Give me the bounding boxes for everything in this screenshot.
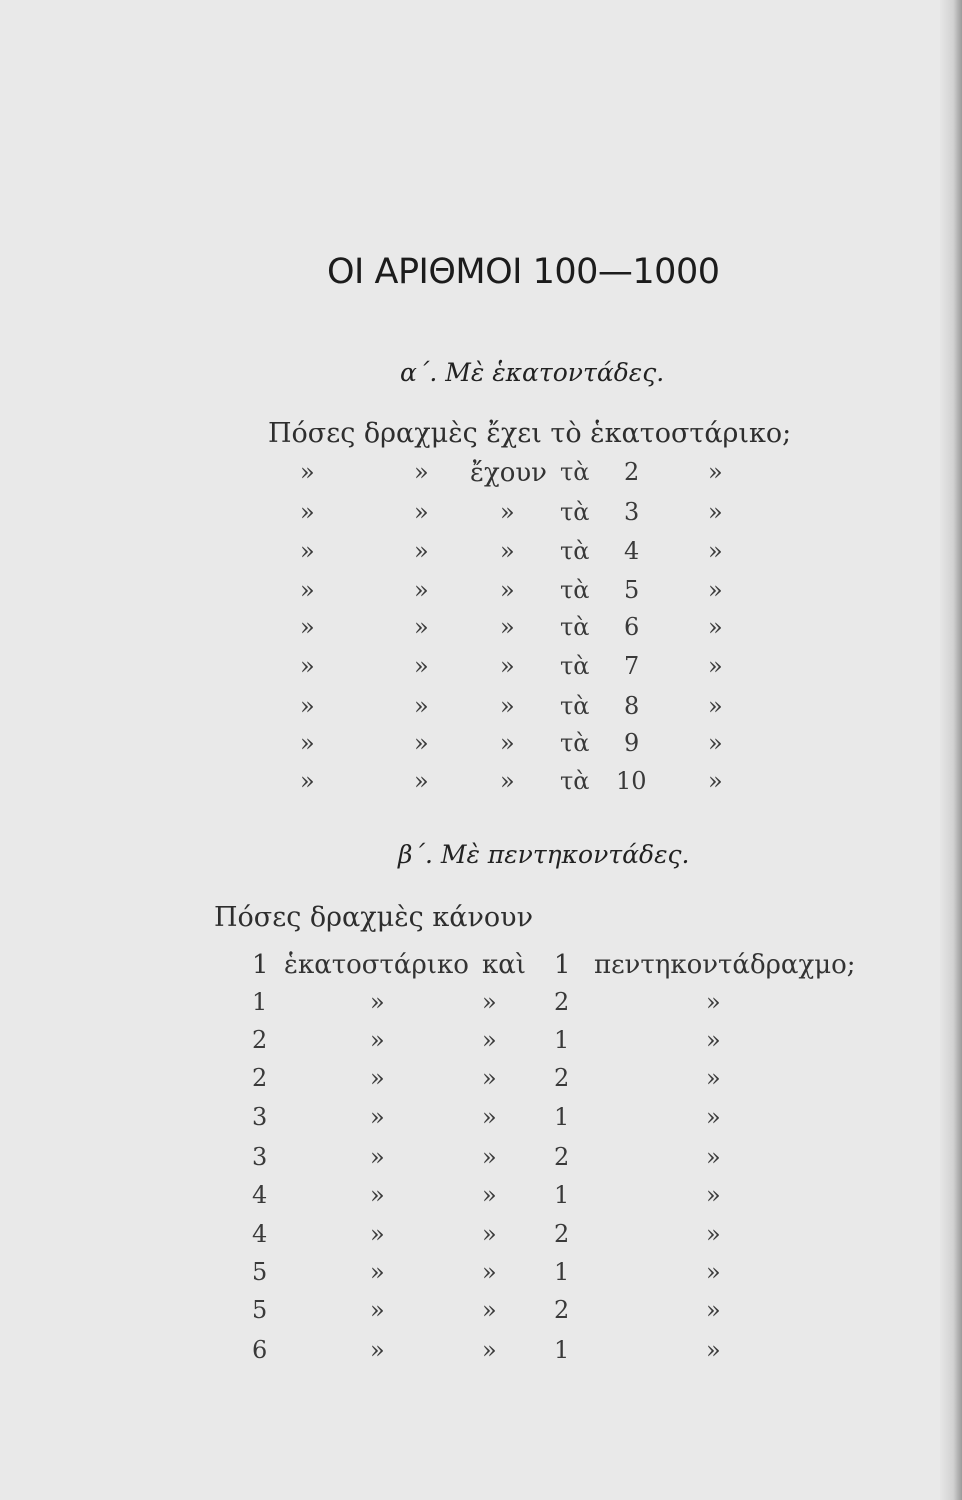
- section-b-row-4-c5: »: [706, 1064, 721, 1092]
- section-b-row-2-c5: »: [706, 988, 721, 1016]
- section-b-row-2-c1: 1: [252, 988, 268, 1016]
- section-b-row-9-c2: »: [370, 1258, 385, 1286]
- section-b-row-4-c1: 2: [252, 1064, 268, 1092]
- section-b-row-4-c2: »: [370, 1064, 385, 1092]
- section-b-row-10-c5: »: [706, 1296, 721, 1324]
- section-a-row-1-c2: »: [414, 458, 429, 486]
- section-a-row-6-c4: τὰ: [560, 652, 590, 680]
- section-a-row-1-c6: »: [708, 458, 723, 486]
- section-a-row-4-c6: »: [708, 576, 723, 604]
- section-b-row-6-c4: 2: [554, 1143, 570, 1171]
- section-a-question: Πόσες δραχμὲς ἔχει τὸ ἑκατοστάρικο;: [268, 418, 792, 449]
- section-a-heading: α΄. Μὲ ἑκατοντάδες.: [400, 358, 665, 387]
- section-a-row-5-c5: 6: [624, 613, 640, 641]
- section-b-row-5-c2: »: [370, 1103, 385, 1131]
- section-a-row-5-c1: »: [300, 613, 315, 641]
- section-b-row-7-c3: »: [482, 1181, 497, 1209]
- section-b-row-1-c4: 1: [554, 950, 571, 980]
- section-a-row-6-c2: »: [414, 652, 429, 680]
- section-a-row-7-c1: »: [300, 692, 315, 720]
- section-b-row-5-c1: 3: [252, 1103, 268, 1131]
- section-b-question: Πόσες δραχμὲς κάνουν: [214, 902, 533, 933]
- section-a-row-6-c6: »: [708, 652, 723, 680]
- section-b-row-11-c4: 1: [554, 1336, 570, 1364]
- section-a-row-1-c4: τὰ: [560, 458, 590, 486]
- section-a-row-9-c1: »: [300, 767, 315, 795]
- section-a-row-6-c5: 7: [624, 652, 640, 680]
- page-title: ΟΙ ΑΡΙΘΜΟΙ 100—1000: [327, 252, 720, 292]
- section-b-row-1-c1: 1: [252, 950, 269, 980]
- section-a-row-8-c4: τὰ: [560, 729, 590, 757]
- section-b-row-3-c5: »: [706, 1026, 721, 1054]
- section-a-row-2-c5: 3: [624, 498, 640, 526]
- section-b-row-8-c1: 4: [252, 1220, 268, 1248]
- section-b-row-1-c2: ἑκατοστάρικο: [284, 950, 469, 980]
- section-a-row-4-c1: »: [300, 576, 315, 604]
- section-b-row-3-c1: 2: [252, 1026, 268, 1054]
- section-b-row-5-c3: »: [482, 1103, 497, 1131]
- section-b-row-10-c4: 2: [554, 1296, 570, 1324]
- section-b-row-8-c5: »: [706, 1220, 721, 1248]
- section-a-row-5-c4: τὰ: [560, 613, 590, 641]
- section-a-row-1-c1: »: [300, 458, 315, 486]
- section-a-row-9-c4: τὰ: [560, 767, 590, 795]
- section-b-row-3-c4: 1: [554, 1026, 570, 1054]
- section-a-row-2-c2: »: [414, 498, 429, 526]
- section-b-row-10-c2: »: [370, 1296, 385, 1324]
- section-b-row-11-c5: »: [706, 1336, 721, 1364]
- section-b-row-2-c3: »: [482, 988, 497, 1016]
- section-a-row-2-c4: τὰ: [560, 498, 590, 526]
- section-b-row-3-c2: »: [370, 1026, 385, 1054]
- section-a-row-4-c3: »: [500, 576, 515, 604]
- section-a-row-2-c1: »: [300, 498, 315, 526]
- section-b-row-6-c5: »: [706, 1143, 721, 1171]
- section-b-row-8-c4: 2: [554, 1220, 570, 1248]
- section-a-row-1-c3: ἔχουν: [470, 458, 547, 488]
- section-a-row-3-c5: 4: [624, 537, 640, 565]
- section-b-row-4-c3: »: [482, 1064, 497, 1092]
- section-b-row-1-c3: καὶ: [482, 950, 527, 980]
- section-a-row-7-c3: »: [500, 692, 515, 720]
- section-a-row-3-c3: »: [500, 537, 515, 565]
- section-a-row-7-c2: »: [414, 692, 429, 720]
- section-a-row-9-c6: »: [708, 767, 723, 795]
- section-a-row-8-c1: »: [300, 729, 315, 757]
- section-b-row-7-c4: 1: [554, 1181, 570, 1209]
- section-b-row-2-c2: »: [370, 988, 385, 1016]
- section-b-row-6-c3: »: [482, 1143, 497, 1171]
- section-a-row-7-c6: »: [708, 692, 723, 720]
- section-a-row-8-c3: »: [500, 729, 515, 757]
- section-b-row-9-c5: »: [706, 1258, 721, 1286]
- section-b-row-2-c4: 2: [554, 988, 570, 1016]
- section-b-row-10-c1: 5: [252, 1296, 268, 1324]
- section-b-row-1-c5: πεντηκοντάδραχμο;: [594, 950, 856, 980]
- section-b-row-11-c2: »: [370, 1336, 385, 1364]
- section-a-row-8-c2: »: [414, 729, 429, 757]
- section-b-row-9-c4: 1: [554, 1258, 570, 1286]
- section-a-row-7-c4: τὰ: [560, 692, 590, 720]
- section-b-row-6-c2: »: [370, 1143, 385, 1171]
- section-a-row-4-c5: 5: [624, 576, 640, 604]
- section-a-row-2-c6: »: [708, 498, 723, 526]
- section-a-row-2-c3: »: [500, 498, 515, 526]
- section-b-row-5-c4: 1: [554, 1103, 570, 1131]
- section-a-row-5-c2: »: [414, 613, 429, 641]
- section-a-row-3-c2: »: [414, 537, 429, 565]
- section-a-row-5-c3: »: [500, 613, 515, 641]
- section-b-row-7-c1: 4: [252, 1181, 268, 1209]
- section-b-row-6-c1: 3: [252, 1143, 268, 1171]
- section-b-row-7-c5: »: [706, 1181, 721, 1209]
- section-a-row-4-c2: »: [414, 576, 429, 604]
- section-b-row-11-c1: 6: [252, 1336, 268, 1364]
- section-a-row-3-c1: »: [300, 537, 315, 565]
- section-a-row-8-c6: »: [708, 729, 723, 757]
- section-b-row-8-c3: »: [482, 1220, 497, 1248]
- section-b-row-4-c4: 2: [554, 1064, 570, 1092]
- section-a-row-1-c5: 2: [624, 458, 640, 486]
- section-b-row-10-c3: »: [482, 1296, 497, 1324]
- section-a-row-7-c5: 8: [624, 692, 640, 720]
- section-a-row-5-c6: »: [708, 613, 723, 641]
- section-a-row-3-c4: τὰ: [560, 537, 590, 565]
- section-b-row-5-c5: »: [706, 1103, 721, 1131]
- section-a-row-3-c6: »: [708, 537, 723, 565]
- section-a-row-4-c4: τὰ: [560, 576, 590, 604]
- section-a-row-6-c3: »: [500, 652, 515, 680]
- section-a-row-8-c5: 9: [624, 729, 640, 757]
- section-b-row-3-c3: »: [482, 1026, 497, 1054]
- section-a-row-9-c3: »: [500, 767, 515, 795]
- page-edge-shadow: [940, 0, 962, 1500]
- section-b-row-9-c3: »: [482, 1258, 497, 1286]
- section-a-row-6-c1: »: [300, 652, 315, 680]
- section-a-row-9-c2: »: [414, 767, 429, 795]
- section-b-heading: β΄. Μὲ πεντηκοντάδες.: [398, 840, 690, 869]
- section-a-row-9-c5: 10: [616, 767, 647, 795]
- section-b-row-8-c2: »: [370, 1220, 385, 1248]
- section-b-row-9-c1: 5: [252, 1258, 268, 1286]
- section-b-row-11-c3: »: [482, 1336, 497, 1364]
- section-b-row-7-c2: »: [370, 1181, 385, 1209]
